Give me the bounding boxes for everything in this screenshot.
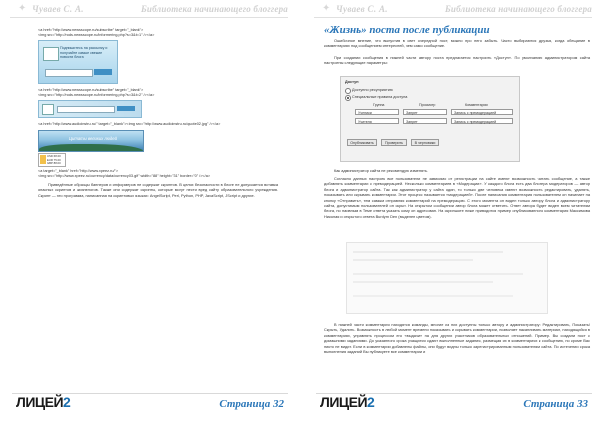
draft-button[interactable]: В черновики	[411, 139, 439, 146]
header-author: Чуваев С. А.	[336, 4, 388, 14]
page-header	[10, 4, 288, 18]
comment-select-2[interactable]: Запись с премодерацией	[451, 118, 513, 124]
lyceum-logo	[16, 394, 70, 410]
comment-screenshot	[346, 242, 548, 314]
access-settings-panel	[340, 76, 520, 162]
view-select[interactable]: Запрет	[403, 109, 447, 115]
comment-line	[353, 251, 503, 253]
newspaper-icon	[43, 47, 59, 61]
body-paragraph: Согласно данных настроек все пользователи не зависимо от регистрации на сайте имеют возможность читать сообщение, а также добавлять комментарии с премодерацией. Несколько комментариев в «Модерации». У каждого блога есть два блогера модераторов — автор блога и администратор сайта. Так как администратор у сайта один, то только две человека имеют возможность редактировать, удалять, показывать или скрывать комментарии. Этот процесс называется «модерацией». После написания комментария пользователем он начинает на кнопку «Отправить», тем самым отправляя комментарий на премодерацию. С этого момента он виден только автору блога и администратору сайта, допустимым пользователей он скрыт. На открытом сообщении автор блога может ответить. Ответ автора будет виден всем читателям блога, но наивным в Теме ответа указать кому он адресован. На скриншоте ниже приводится пример опубликованного комментария Максимова Николая и открытого ответа Burdym Den (выделен цветом).	[324, 176, 590, 219]
banner-text: Цитаты великих людей	[69, 136, 117, 141]
currency-line: USD 68.00	[47, 154, 61, 158]
code-line: <a href="http://www.audioinstru.ru/" target="_blank"><img src="http://www.audioinstru.ru/quote02.jpg" /></a>	[38, 122, 221, 126]
subscribe-banner-1	[38, 40, 118, 84]
lyceum-logo	[320, 394, 374, 410]
subscribe-button	[117, 106, 135, 111]
subscribe-button	[94, 69, 112, 75]
comment-line	[353, 295, 513, 297]
group-select[interactable]: Ученики	[355, 109, 399, 115]
page-number: Страница 33	[523, 398, 588, 410]
currency-line: EUR 75.00	[47, 157, 61, 162]
radio-public[interactable]	[345, 88, 351, 94]
logo-number: 2	[63, 394, 71, 410]
group-select-2[interactable]: Учителя	[355, 118, 399, 124]
left-page	[2, 0, 294, 424]
radio-special-label: Специальные правила доступа	[352, 95, 408, 99]
subscribe-field	[57, 106, 115, 113]
logo-word: ЛИЦЕЙ	[16, 394, 64, 410]
banner-text: Подпишитесь на рассылку и получайте самые свежие новости блога	[60, 46, 108, 60]
comment-select[interactable]: Запись с премодерацией	[451, 109, 513, 115]
newspaper-icon	[42, 104, 54, 115]
radio-public-label: Доступно pecyприятию	[352, 88, 393, 92]
star-icon: ✦	[18, 3, 27, 14]
comment-line	[353, 273, 523, 275]
logo-word: ЛИЦЕЙ	[320, 394, 368, 410]
view-column-label: Просмотр	[419, 103, 436, 107]
view-select-2[interactable]: Запрет	[403, 118, 447, 124]
currency-line: GBP 88.00	[47, 161, 61, 165]
right-page	[306, 0, 598, 424]
quote-banner	[38, 130, 144, 152]
code-line: <img src="http://rods.newsscope.ru/informering.php?s=3&t=1" /></a>	[38, 33, 155, 37]
quote-banner-hills	[39, 144, 143, 151]
currency-informer	[38, 153, 66, 167]
page-number: Страница 32	[219, 398, 284, 410]
code-line: <a target="_blank" href="http://www.xpeez.ru/">	[38, 169, 119, 173]
header-book-title: Библиотека начинающего блоггера	[140, 4, 288, 14]
body-paragraph: При создании сообщения в нижней части автору поста предлагается настроить «Доступ». По умолчанию администратором сайта настроены следующие параметры:	[324, 55, 590, 66]
code-line: <img src="http://rods.newsscope.ru/informering.php?s=3&t=2" /></a>	[38, 93, 155, 97]
subscribe-banner-2	[38, 100, 142, 118]
header-book-title: Библиотека начинающего блоггера	[444, 4, 592, 14]
group-column-label: Группа	[373, 103, 385, 107]
header-author: Чуваев С. А.	[32, 4, 84, 14]
code-line: <a href="http://www.newsscope.ru/subscribe" target="_blank">	[38, 28, 144, 32]
comment-line	[353, 259, 473, 261]
logo-number: 2	[367, 394, 375, 410]
section-title: «Жизнь» поста после публикации	[324, 24, 490, 36]
star-icon: ✦	[322, 3, 331, 14]
comment-line	[353, 281, 493, 283]
code-line: <a href="http://www.newsscope.ru/subscribe" target="_blank">	[38, 88, 144, 92]
currency-badge	[40, 155, 46, 164]
body-paragraph: Ошибочное мнение, что выпустив в свет очередной пост, можно про него забыть. Часто выбираются друзья, когда обещание в комментариях под сообщением интересней, чем само сообщение.	[324, 38, 590, 49]
body-paragraph: В нижней части комментария находятся команды, многие из них доступны только автору и администратору: Редактировать, Показать/Скрыть, Удалить. Возможность в любой момент времени показывать и скрывать комментарии, позволяет накапливать материал, находящийся в комментариях, управлять процессом его «выдачи» на для других участников образовательных отношений. Пример. Вы создали пост с домашними заданиями. До указанного срока учащиеся сдают выполненные задания, размещая их в комментариях к сообщению, но кроме Вас никто не видит. Если в комментарии добавлены файлы, они будут видны только зарегистрированным пользователям сайта. По истечении срока выполнения заданий Вы публикуете все комментарии и	[324, 322, 590, 355]
publish-button[interactable]: Опубликовать	[347, 139, 377, 146]
code-line: <img src="http://www.xpeez.ru/currency/data/currency03.gif" width="88" height="31" border="0" /></a>	[38, 174, 211, 178]
page-header	[314, 4, 592, 18]
body-paragraph: Как администратор сайта не рекомендую изменять.	[334, 168, 428, 173]
subscribe-field	[45, 69, 93, 77]
comment-column-label: Комментарии	[465, 103, 488, 107]
body-paragraph: Приведённые образцы баннеров и информеров не содержат скриптов. В целях безопасности в блоге не допускается вставка опасных скриптов и жизнелогов. Также они содержат скрипты, которые могут нести вред сайту образовательного учреждения. Скрипт — это программа, написанная на скриптовых языках: AngelScript, Perl, Python, PHP, JavaScript, JScript и другие.	[38, 182, 278, 198]
radio-special-rules[interactable]	[345, 95, 351, 101]
preview-button[interactable]: Проверить	[381, 139, 407, 146]
access-label: Доступ	[345, 80, 359, 84]
